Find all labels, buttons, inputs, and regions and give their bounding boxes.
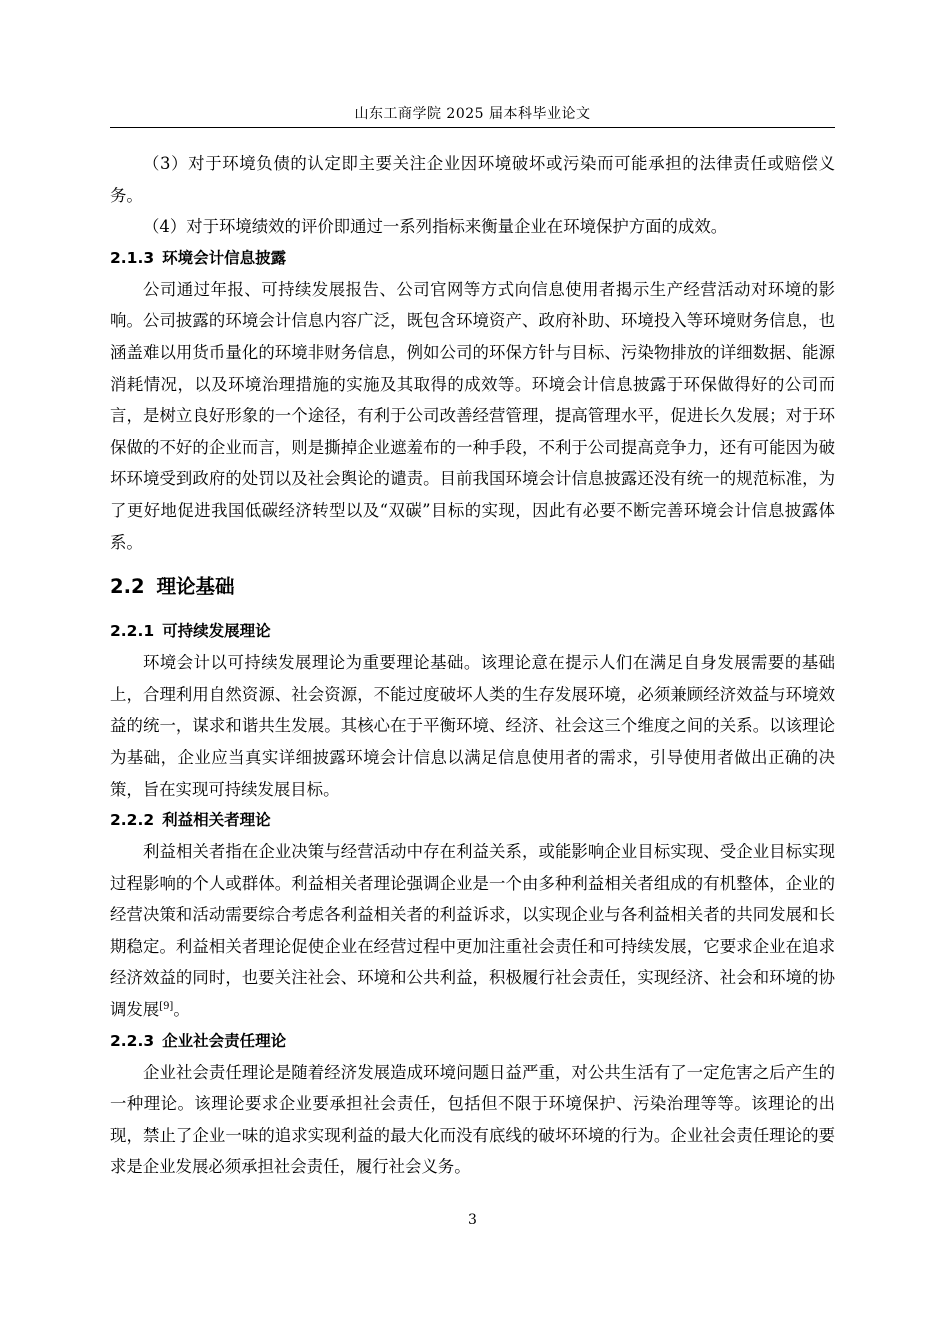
section-heading-2-2-2 bbox=[110, 805, 835, 836]
section-number: 2.2.2 bbox=[110, 811, 155, 830]
page-body bbox=[110, 148, 835, 1183]
paragraph-end: 。 bbox=[173, 1000, 190, 1020]
section-title: 利益相关者理论 bbox=[162, 811, 271, 830]
paragraph-csr-theory: 企业社会责任理论是随着经济发展造成环境问题日益严重，对公共生活有了一定危害之后产生的一种理论。该理论要求企业要承担社会责任，包括但不限于环境保护、污染治理等等。该理论的出现，禁止了企业一味的追求实现利益的最大化而没有底线的破坏环境的行为。企业社会责任理论的要求是企业发展必须承担社会责任，履行社会义务。 bbox=[110, 1062, 835, 1177]
paragraph-disclosure: 公司通过年报、可持续发展报告、公司官网等方式向信息使用者揭示生产经营活动对环境的影响。公司披露的环境会计信息内容广泛，既包含环境资产、政府补助、环境投入等环境财务信息，也涵盖难以用货币量化的环境非财务信息，例如公司的环保方针与目标、污染物排放的详细数据、能源消耗情况，以及环境治理措施的实施及其取得的成效等。环境会计信息披露于环保做得好的公司而言，是树立良好形象的一个途径，有利于公司改善经营管理，提高管理水平，促进长久发展；对于环保做的不好的企业而言，则是撕掉企业遮羞布的一种手段，不利于公司提高竞争力，还有可能因为破坏环境受到政府的处罚以及社会舆论的谴责。目前我国环境会计信息披露还没有统一的规范标准，为了更好地促进我国低碳经济转型以及“双碳”目标的实现，因此有必要不断完善环境会计信息披露体系。 bbox=[110, 279, 835, 552]
section-heading-2-1-3 bbox=[110, 243, 835, 274]
page-number: 3 bbox=[468, 1212, 477, 1228]
section-heading-2-2-1 bbox=[110, 616, 835, 647]
citation-ref[interactable]: [9] bbox=[159, 1001, 174, 1013]
section-title: 理论基础 bbox=[156, 575, 235, 599]
section-number: 2.2.1 bbox=[110, 622, 155, 641]
paragraph-sustainable-development: 环境会计以可持续发展理论为重要理论基础。该理论意在提示人们在满足自身发展需要的基础上，合理利用自然资源、社会资源，不能过度破坏人类的生存发展环境，必须兼顾经济效益与环境效益的统一，谋求和谐共生发展。其核心在于平衡环境、经济、社会这三个维度之间的关系。以该理论为基础，企业应当真实详细披露环境会计信息以满足信息使用者的需求，引导使用者做出正确的决策，旨在实现可持续发展目标。 bbox=[110, 653, 835, 799]
section-number: 2.1.3 bbox=[110, 248, 155, 267]
paragraph-environmental-liabilities: （3）对于环境负债的认定即主要关注企业因环境破坏或污染而可能承担的法律责任或赔偿义务。 bbox=[110, 154, 835, 205]
paragraph-environmental-performance: （4）对于环境绩效的评价即通过一系列指标来衡量企业在环境保护方面的成效。 bbox=[143, 217, 728, 237]
section-title: 可持续发展理论 bbox=[162, 622, 271, 641]
section-heading-2-2 bbox=[110, 572, 835, 602]
section-title: 企业社会责任理论 bbox=[162, 1031, 287, 1050]
running-header: 山东工商学院 2025 届本科毕业论文 bbox=[354, 106, 591, 122]
section-number: 2.2.3 bbox=[110, 1031, 155, 1050]
paragraph-text: 利益相关者指在企业决策与经营活动中存在利益关系，或能影响企业目标实现、受企业目标实现过程影响的个人或群体。利益相关者理论强调企业是一个由多种利益相关者组成的有机整体，企业的经营决策和活动需要综合考虑各利益相关者的利益诉求，以实现企业与各利益相关者的共同发展和长期稳定。利益相关者理论促使企业在经营过程中更加注重社会责任和可持续发展，它要求企业在追求经济效益的同时，也要关注社会、环境和公共利益，积极履行社会责任，实现经济、社会和环境的协调发展 bbox=[110, 842, 835, 1020]
paragraph-stakeholder-theory bbox=[110, 836, 835, 1026]
header-divider bbox=[110, 127, 835, 128]
section-title: 环境会计信息披露 bbox=[162, 248, 287, 267]
section-number: 2.2 bbox=[110, 575, 145, 599]
section-heading-2-2-3 bbox=[110, 1026, 835, 1057]
